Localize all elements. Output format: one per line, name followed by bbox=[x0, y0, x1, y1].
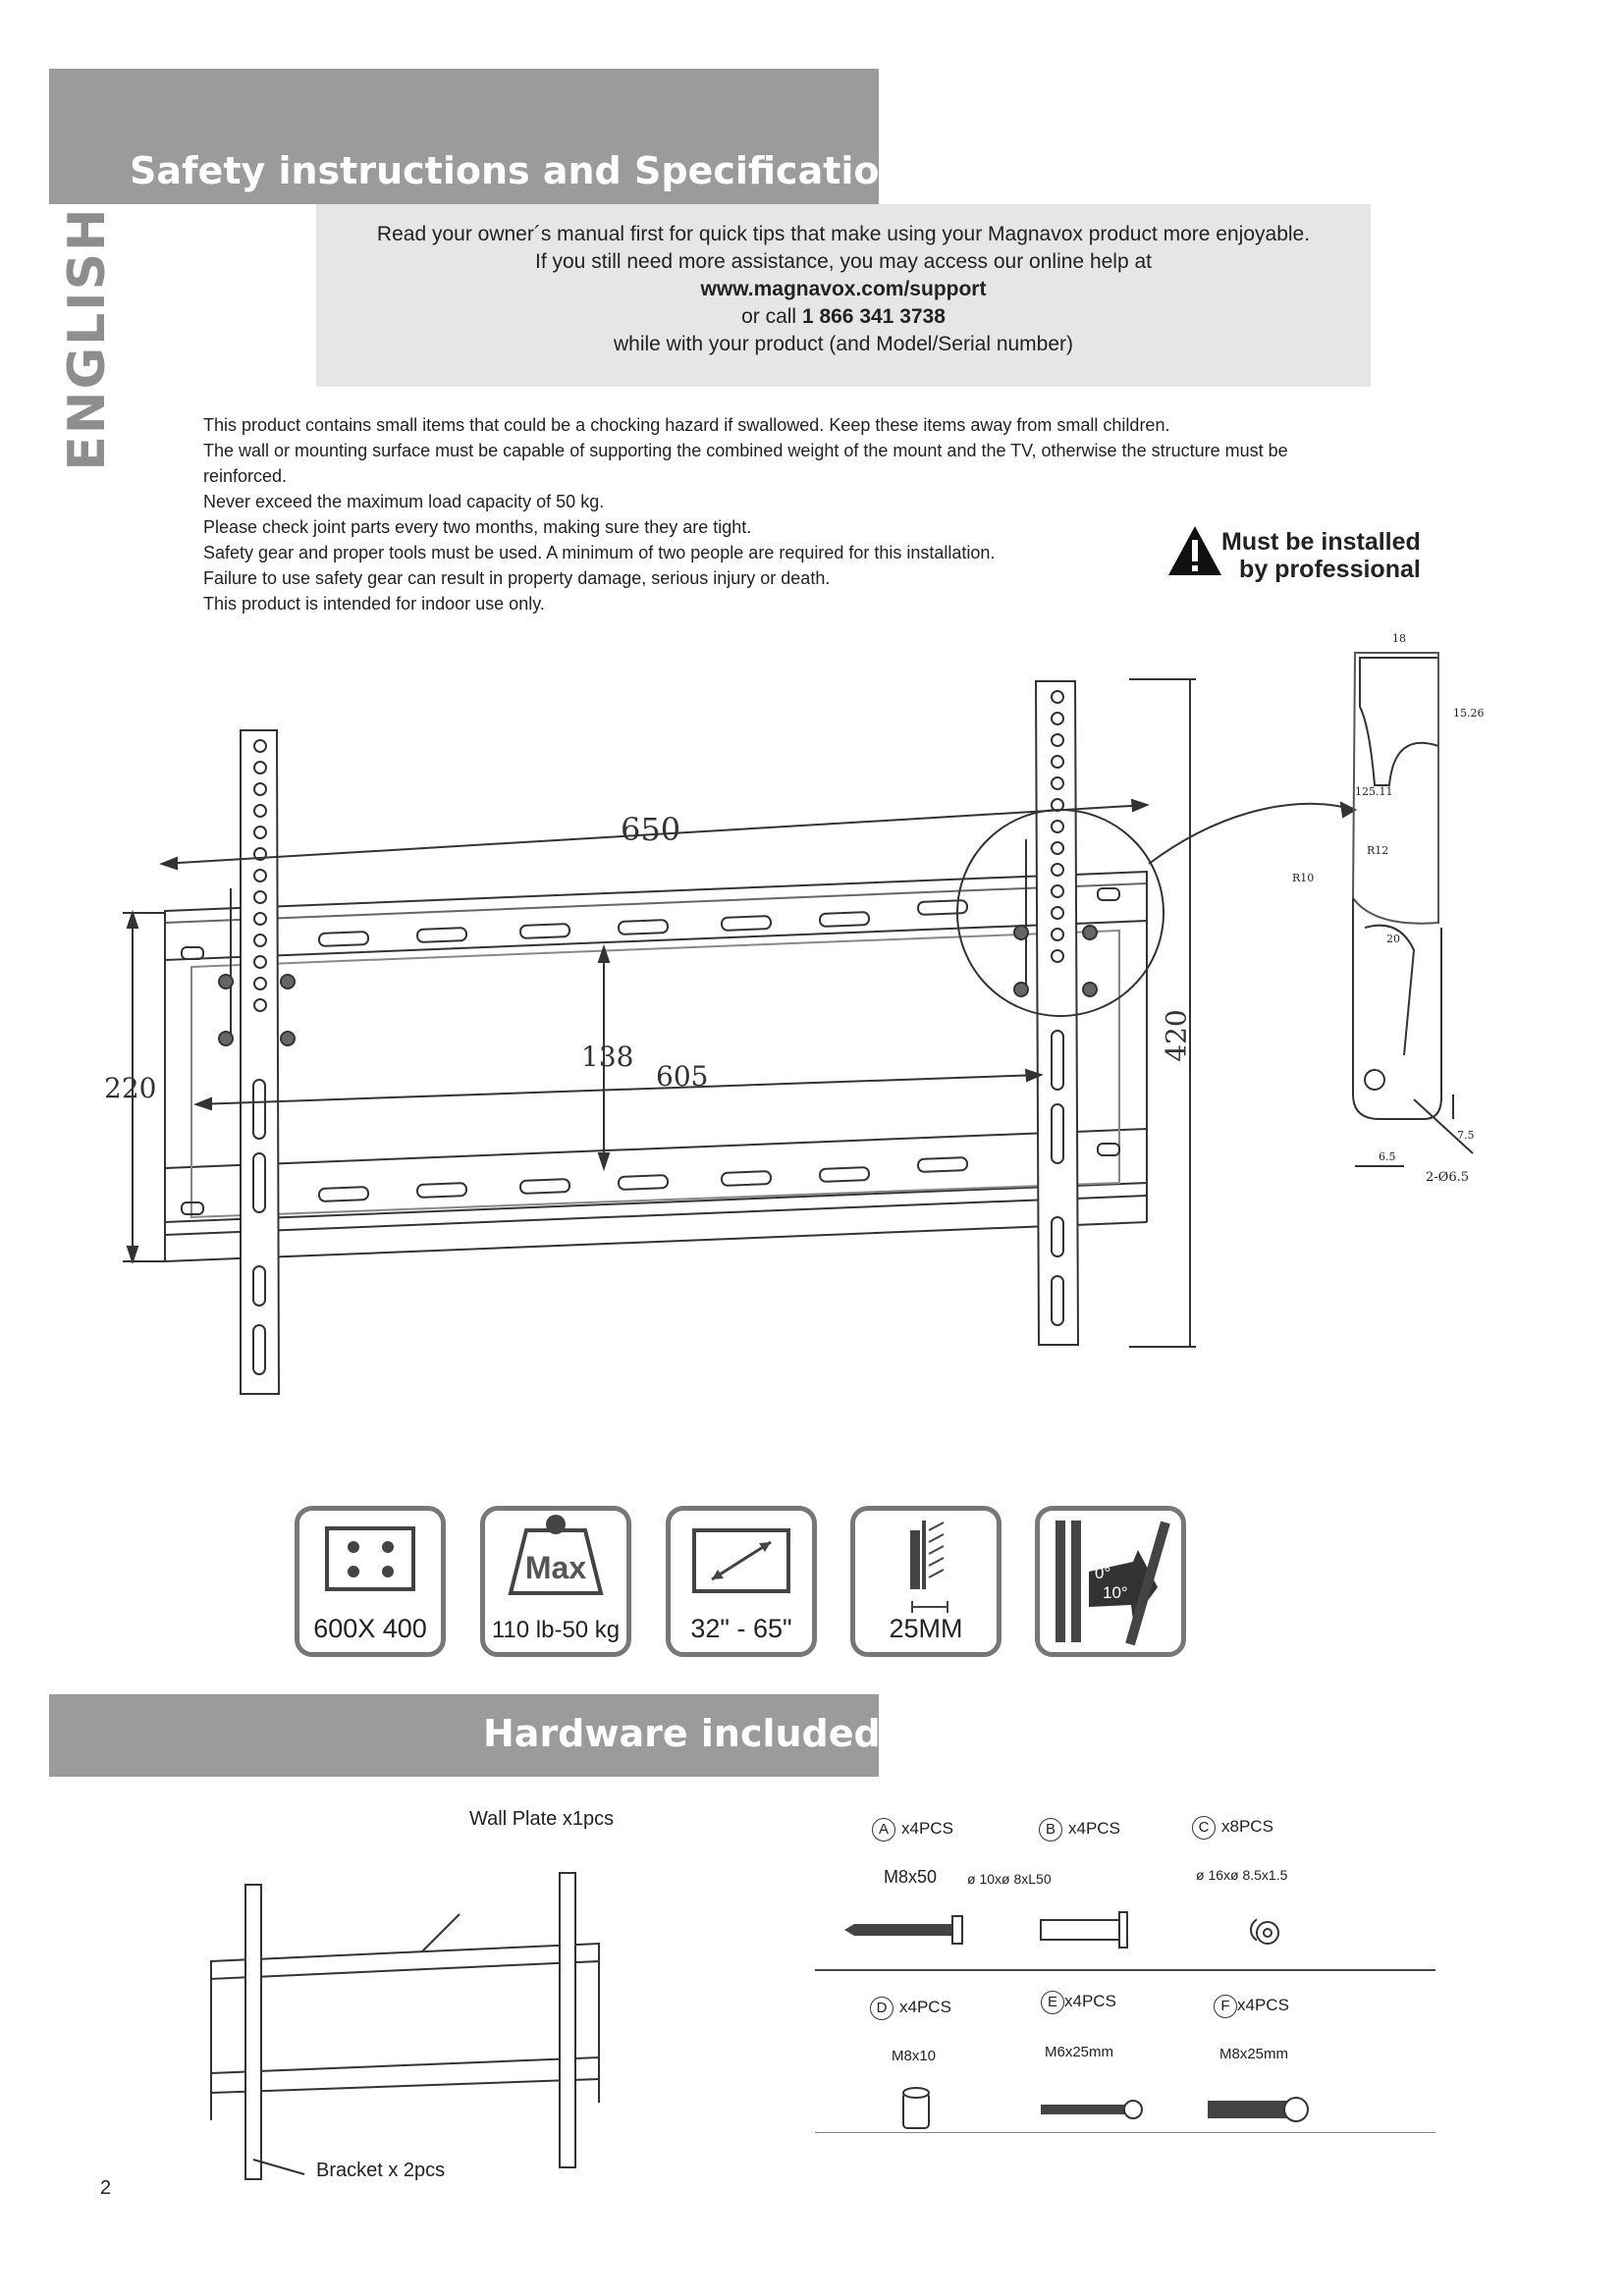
screw-icon bbox=[844, 1916, 962, 1944]
page-number: 2 bbox=[100, 2177, 112, 2199]
detail-dim: 6.5 bbox=[1379, 1150, 1396, 1163]
hardware-mount-drawing bbox=[177, 1845, 628, 2189]
spec-max-text: Max bbox=[524, 1550, 587, 1585]
spec-max-weight bbox=[480, 1506, 631, 1657]
contact-line-5: while with your product (and Model/Serial number) bbox=[613, 333, 1074, 355]
detail-dim: 7.5 bbox=[1457, 1129, 1475, 1142]
spec-wall-distance bbox=[850, 1506, 1001, 1657]
hardware-item-D: D x4PCS bbox=[870, 1997, 951, 2020]
detail-dim: 15.26 bbox=[1453, 707, 1485, 720]
item-letter-e: E bbox=[1041, 1991, 1064, 2014]
item-letter-f: F bbox=[1214, 1995, 1237, 2018]
item-letter-a: A bbox=[872, 1818, 895, 1842]
washer-icon bbox=[1253, 1918, 1282, 1948]
warning-line: reinforced. bbox=[203, 466, 288, 486]
spec-weight-label: 110 lb-50 kg bbox=[491, 1617, 621, 1643]
spec-screen-size bbox=[666, 1506, 817, 1657]
contact-line-1: Read your owner´s manual first for quick tips that make using your Magnavox product more enjoyable. bbox=[376, 223, 1311, 245]
side-language-label: ENGLISH bbox=[58, 206, 117, 471]
warning-line: Failure to use safety gear can result in property damage, serious injury or death. bbox=[203, 568, 831, 588]
hardware-title: Hardware included bbox=[483, 1712, 881, 1755]
warning-line: This product is intended for indoor use only. bbox=[203, 594, 545, 614]
support-contact-box bbox=[316, 204, 1371, 387]
item-letter-d: D bbox=[870, 1997, 893, 2020]
spec-screen-label: 32" - 65" bbox=[690, 1614, 792, 1643]
spec-distance-label: 25MM bbox=[889, 1614, 963, 1643]
warning-triangle-icon bbox=[1166, 524, 1223, 577]
item-f-size: M8x25mm bbox=[1219, 2046, 1289, 2062]
detail-dim: 20 bbox=[1386, 933, 1400, 945]
item-b-size: ø 10xø 8xL50 bbox=[967, 1871, 1052, 1887]
hardware-parts-row-2 bbox=[884, 2081, 1316, 2140]
spec-vesa bbox=[295, 1506, 446, 1657]
dim-vertical-inner: 138 bbox=[581, 1041, 634, 1073]
support-phone: 1 866 341 3738 bbox=[801, 305, 946, 328]
dim-width-inner: 605 bbox=[656, 1060, 709, 1093]
anchor-icon bbox=[1041, 1912, 1127, 1948]
spec-tilt bbox=[1035, 1506, 1186, 1657]
hardware-item-E: E x4PCS bbox=[1041, 1991, 1116, 2014]
pro-install-notice: Must be installed by professional bbox=[1221, 528, 1421, 583]
contact-line-2: If you still need more assistance, you may access our online help at bbox=[535, 250, 1152, 273]
hardware-divider bbox=[815, 1969, 1435, 1971]
hardware-item-B: B x4PCS bbox=[1039, 1818, 1120, 1842]
item-e-size: M6x25mm bbox=[1045, 2044, 1114, 2060]
safety-warnings bbox=[203, 412, 1440, 616]
item-c-size: ø 16xø 8.5x1.5 bbox=[1196, 1867, 1288, 1883]
dim-height-plate: 220 bbox=[104, 1072, 157, 1104]
hardware-divider-bottom bbox=[815, 2132, 1435, 2133]
bracket-label: Bracket x 2pcs bbox=[316, 2160, 446, 2181]
dim-width-outer: 650 bbox=[621, 811, 681, 848]
item-letter-b: B bbox=[1039, 1818, 1062, 1842]
screen-size-icon bbox=[671, 1511, 812, 1619]
tilt-angle-0: 0° bbox=[1095, 1564, 1111, 1582]
tilt-angle-10: 10° bbox=[1103, 1583, 1128, 1602]
warning-line: Safety gear and proper tools must be used. A minimum of two people are required for this installation. bbox=[203, 543, 996, 562]
detail-dim: R10 bbox=[1292, 872, 1315, 884]
detail-dim: 125.11 bbox=[1355, 785, 1393, 798]
detail-dim: 2-Ø6.5 bbox=[1426, 1170, 1469, 1185]
hardware-item-C: C x8PCS bbox=[1192, 1816, 1273, 1840]
wall-distance-icon bbox=[855, 1511, 997, 1619]
item-a-size: M8x50 bbox=[884, 1867, 938, 1887]
spacer-icon bbox=[903, 2088, 929, 2128]
support-url[interactable]: www.magnavox.com/support bbox=[700, 278, 987, 300]
detail-dim: R12 bbox=[1367, 844, 1389, 857]
hardware-item-F: F x4PCS bbox=[1214, 1995, 1289, 2018]
dim-height-bracket: 420 bbox=[1160, 1009, 1193, 1062]
spec-vesa-label: 600X 400 bbox=[313, 1614, 427, 1643]
bolt-m8-icon bbox=[1208, 2098, 1308, 2121]
warning-line: Please check joint parts every two months, making sure they are tight. bbox=[203, 517, 752, 537]
detail-dim: 18 bbox=[1392, 632, 1406, 645]
mount-dimension-drawing bbox=[0, 609, 1624, 1414]
hardware-item-A: A x4PCS bbox=[872, 1818, 953, 1842]
contact-call-line: or call 1 866 341 3738 bbox=[741, 305, 946, 328]
page-title: Safety instructions and Specifications bbox=[130, 149, 929, 192]
item-d-size: M8x10 bbox=[892, 2048, 937, 2064]
wall-plate-label: Wall Plate x1pcs bbox=[469, 1808, 615, 1830]
vesa-pattern-icon bbox=[299, 1511, 441, 1619]
warning-line: Never exceed the maximum load capacity of 50 kg. bbox=[203, 492, 605, 511]
hardware-parts-row-1 bbox=[844, 1904, 1257, 1953]
item-letter-c: C bbox=[1192, 1816, 1216, 1840]
bolt-m6-icon bbox=[1041, 2101, 1142, 2118]
warning-line: This product contains small items that could be a chocking hazard if swallowed. Keep these items away from small children. bbox=[203, 415, 1170, 435]
warning-line: The wall or mounting surface must be capable of supporting the combined weight of the mount and the TV, otherwise the structure must be bbox=[203, 441, 1288, 460]
